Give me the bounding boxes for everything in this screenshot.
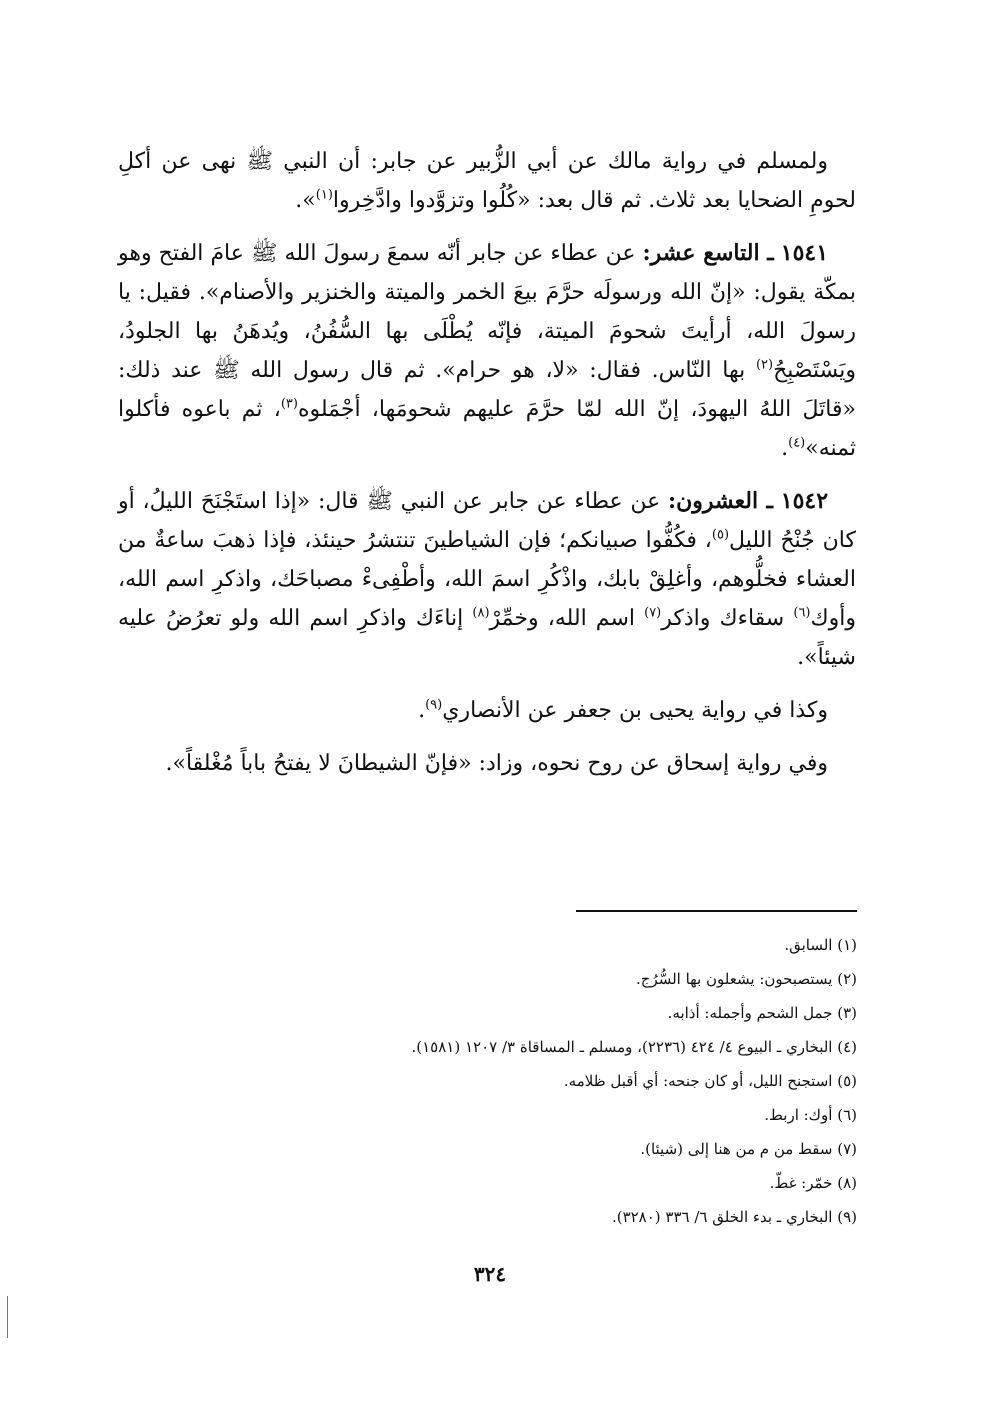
footnote-item: (٧) سقط من م من هنا إلى (شيئا). xyxy=(640,1140,857,1158)
paragraph-ishaq xyxy=(118,744,856,783)
footnote-item: (٥) استجنح الليل، أو كان جنحه: أي أقبل ظلامه. xyxy=(563,1072,857,1090)
hadith-label: ـ التاسع عشر: xyxy=(642,240,774,266)
hadith-text: عن عطاء عن جابر عن النبي ﷺ قال: «إذا استَجْنَحَ الليلُ، أو كان جُنْحُ الليل xyxy=(118,489,856,553)
paragraph-text: وفي رواية إسحاق عن روح نحوه، وزاد: «فإنّ الشيطانَ لا يفتحُ باباً مُغْلقاً». xyxy=(165,751,828,776)
footnote-item: (٤) البخاري ـ البيوع ٤/ ٤٢٤ (٢٢٣٦)، ومسلم ـ المساقاة ٣/ ١٢٠٧ (١٥٨١). xyxy=(411,1038,857,1056)
hadith-number: ١٥٤٢ xyxy=(780,488,829,514)
paragraph-text: وكذا في رواية يحيى بن جعفر عن الأنصاري xyxy=(442,698,828,723)
scan-margin-mark xyxy=(7,1296,8,1338)
hadith-tail: . xyxy=(781,436,789,461)
main-text xyxy=(118,142,856,797)
footnote-ref: (٧) xyxy=(644,605,662,621)
footnote-item: (١) السابق. xyxy=(784,936,857,954)
hadith-text-3: سقاءك واذكر xyxy=(661,606,785,631)
footnote-item: (٢) يستصبحون: يشعلون بها السُّرُج. xyxy=(636,970,857,988)
paragraph-text: ولمسلم في رواية مالك عن أبي الزُّبير عن جابر: أن النبي ﷺ نهى عن أكلِ لحومِ الضحايا بعد ثلاث. ثم قال بعد: «كُلُوا وتزوَّدوا وادَّخِروا xyxy=(118,149,856,213)
hadith-number: ١٥٤١ xyxy=(780,240,829,266)
footnote-ref: (٤) xyxy=(788,435,806,451)
footnote-ref: (٨) xyxy=(472,605,490,621)
footnotes xyxy=(300,928,857,1234)
footnote-item: (٦) أوك: اربط. xyxy=(764,1106,857,1124)
hadith-text-2: بها النّاس. فقال: «لا، هو حرام». ثم قال رسول الله ﷺ عند ذلك: «قاتَلَ اللهُ اليهودَ، إنّ الله لمّا حرَّمَ عليهم شحومَها، أجْمَلوه xyxy=(118,358,856,422)
footnote-ref: (١) xyxy=(315,187,333,203)
footnote-item: (٣) جمل الشحم وأجمله: أذابه. xyxy=(667,1004,857,1022)
footnote-item: (٩) البخاري ـ بدء الخلق ٦/ ٣٣٦ (٣٢٨٠). xyxy=(611,1208,857,1226)
hadith-1542 xyxy=(118,482,856,677)
footnote-ref: (٩) xyxy=(425,697,443,713)
hadith-text-3: ، ثم باعوه فأكلوا ثمنه» xyxy=(118,397,856,461)
footnote-separator xyxy=(576,910,857,912)
footnote-ref: (٦) xyxy=(793,605,811,621)
paragraph-tail: ». xyxy=(295,188,316,213)
hadith-text-2: ، فكُفُّوا صبيانكم؛ فإن الشياطينَ تنتشرُ حينئذ، فإذا ذهبَ ساعةٌ من العشاء فخلُّوهم، وأغلِقْ بابك، واذْكُرِ اسمَ الله، وأطْفِىءْ مصباحَك، واذكرِ اسم الله، وأوك xyxy=(118,528,856,631)
footnote-item: (٨) خمّر: غطّ. xyxy=(769,1174,857,1192)
hadith-text-4: اسم الله، وخمِّرْ xyxy=(489,606,635,631)
hadith-1541 xyxy=(118,234,856,468)
hadith-label: ـ العشرون: xyxy=(668,488,773,514)
paragraph-tail: . xyxy=(418,698,426,723)
footnote-ref: (٢) xyxy=(755,357,774,373)
page-number: ٣٢٤ xyxy=(473,1262,507,1286)
hadith-text-5: إناءَك واذكرِ اسم الله ولو تعرُضُ عليه شيئاً». xyxy=(118,606,856,670)
hadith-text: عن عطاء عن جابر أنّه سمعَ رسولَ الله ﷺ عامَ الفتح وهو بمكّة يقول: «إنّ الله ورسولَه حرَّمَ بيعَ الخمر والميتة والخنزير والأصنام». فقيل: يا رسولَ الله، أرأيتَ شحومَ الميتة، فإنّه يُطْلَى بها السُّفُنُ، ويُدهَنُ بها الجلودُ، ويَسْتَصْبِحُ xyxy=(118,241,857,383)
paragraph-yahya xyxy=(118,691,856,730)
footnote-ref: (٣) xyxy=(280,396,298,412)
paragraph-muslim-malik xyxy=(118,142,856,220)
footnote-ref: (٥) xyxy=(711,527,730,543)
